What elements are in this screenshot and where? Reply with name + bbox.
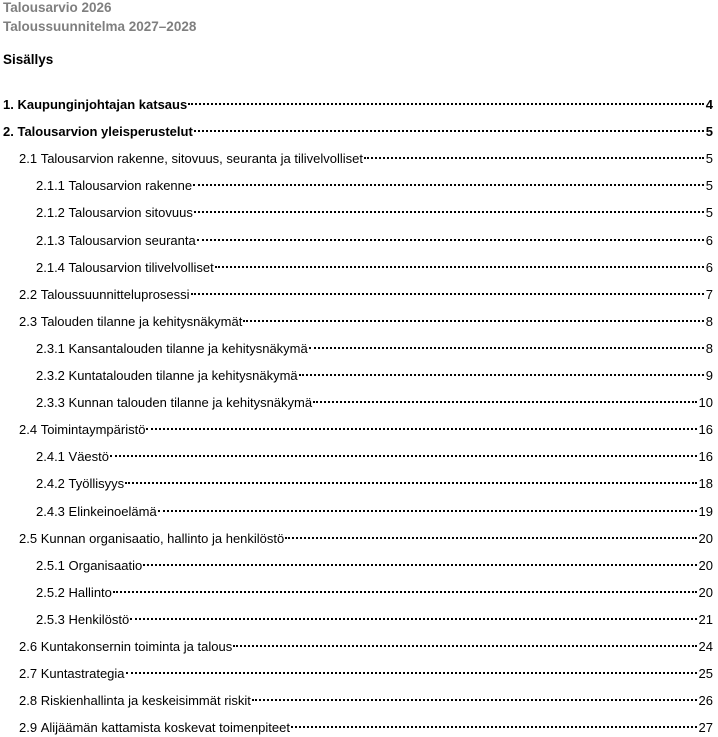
toc-entry-label: Väestö	[68, 449, 110, 464]
toc-entry-number: 2.3.2	[36, 368, 69, 383]
toc-entry-label: Kunnan organisaatio, hallinto ja henkilöstö	[40, 531, 285, 546]
toc-entry-label: Talousarvion rakenne, sitovuus, seuranta ja tilivelvolliset	[40, 151, 363, 166]
toc-entry[interactable]	[3, 118, 713, 139]
toc-dot-leader	[309, 335, 704, 353]
toc-dot-leader	[233, 633, 696, 651]
toc-dot-leader	[113, 579, 697, 597]
toc-entry-label: Toimintaympäristö	[40, 422, 146, 437]
toc-entry-label: Henkilöstö	[68, 612, 130, 627]
toc-entry-page-number: 20	[698, 585, 713, 600]
toc-entry-number: 2.5.1	[36, 558, 69, 573]
toc-entry-label: Kuntatalouden tilanne ja kehitysnäkymä	[68, 368, 298, 383]
toc-dot-leader	[193, 172, 704, 190]
toc-entry[interactable]	[3, 91, 713, 112]
document-title: Talousarvio 2026	[3, 0, 112, 15]
toc-entry-number: 2.1	[19, 151, 41, 166]
toc-entry-label: Alijäämän kattamista koskevat toimenpiteet	[40, 720, 290, 735]
toc-entry-page-number: 27	[698, 720, 713, 735]
toc-entry-page-number: 5	[705, 178, 713, 193]
toc-entry-number: 2.4	[19, 422, 41, 437]
toc-entry-label: Talousarvion rakenne	[68, 178, 193, 193]
toc-entry[interactable]	[36, 254, 713, 275]
toc-entry-page-number: 16	[698, 449, 713, 464]
toc-entry-label: Taloussuunnitteluprosessi	[40, 287, 190, 302]
toc-entry[interactable]	[19, 714, 713, 735]
toc-dot-leader	[364, 145, 704, 163]
toc-entry-label: Elinkeinoelämä	[68, 504, 157, 519]
toc-entry[interactable]	[36, 227, 713, 248]
toc-entry-page-number: 20	[698, 558, 713, 573]
toc-entry-label: Hallinto	[68, 585, 112, 600]
toc-dot-leader	[194, 199, 704, 217]
toc-dot-leader	[291, 714, 697, 732]
toc-entry-page-number: 6	[705, 260, 713, 275]
toc-entry[interactable]	[19, 416, 713, 437]
toc-entry-number: 2.1.3	[36, 233, 69, 248]
toc-entry[interactable]	[36, 443, 713, 464]
toc-entry-page-number: 19	[698, 504, 713, 519]
toc-dot-leader	[243, 308, 703, 326]
toc-entry[interactable]	[19, 633, 713, 654]
toc-entry-page-number: 16	[698, 422, 713, 437]
toc-entry[interactable]	[36, 498, 713, 519]
toc-dot-leader	[313, 389, 696, 407]
toc-entry-label: Kunnan talouden tilanne ja kehitysnäkymä	[68, 395, 313, 410]
toc-entry-label: Talouden tilanne ja kehitysnäkymät	[40, 314, 243, 329]
toc-entry-label: Kuntakonsernin toiminta ja talous	[40, 639, 233, 654]
toc-entry[interactable]	[36, 579, 713, 600]
toc-entry-label: Työllisyys	[68, 476, 125, 491]
toc-entry[interactable]	[36, 335, 713, 356]
toc-entry-page-number: 9	[705, 368, 713, 383]
toc-entry-label: Talousarvion yleisperustelut	[17, 124, 193, 139]
toc-entry[interactable]	[36, 172, 713, 193]
toc-dot-leader	[188, 91, 704, 109]
toc-dot-leader	[110, 443, 697, 461]
toc-dot-leader	[299, 362, 704, 380]
toc-entry-page-number: 8	[705, 341, 713, 356]
toc-entry-label: Talousarvion tilivelvolliset	[68, 260, 214, 275]
toc-dot-leader	[252, 687, 697, 705]
toc-entry[interactable]	[19, 281, 713, 302]
toc-entry-number: 2.7	[19, 666, 41, 681]
toc-entry-number: 2.4.2	[36, 476, 69, 491]
toc-dot-leader	[158, 498, 697, 516]
toc-entry-number: 2.8	[19, 693, 41, 708]
toc-dot-leader	[146, 416, 696, 434]
toc-entry-number: 2.4.1	[36, 449, 69, 464]
toc-entry-number: 2.3.3	[36, 395, 69, 410]
toc-entry-label: Talousarvion seuranta	[68, 233, 196, 248]
toc-entry-page-number: 5	[705, 124, 713, 139]
toc-entry-label: Riskienhallinta ja keskeisimmät riskit	[40, 693, 251, 708]
toc-dot-leader	[197, 227, 704, 245]
toc-entry-label: Talousarvion sitovuus	[68, 205, 193, 220]
toc-entry-page-number: 5	[705, 151, 713, 166]
toc-entry-label: Kaupunginjohtajan katsaus	[17, 97, 188, 112]
toc-entry-page-number: 7	[705, 287, 713, 302]
toc-entry-page-number: 26	[698, 693, 713, 708]
toc-dot-leader	[143, 552, 696, 570]
toc-entry[interactable]	[36, 470, 713, 491]
toc-entry-page-number: 18	[698, 476, 713, 491]
toc-dot-leader	[285, 525, 696, 543]
toc-entry[interactable]	[19, 525, 713, 546]
toc-entry-number: 1.	[3, 97, 18, 112]
toc-entry-page-number: 10	[698, 395, 713, 410]
toc-entry[interactable]	[36, 389, 713, 410]
toc-entry-label: Kuntastrategia	[40, 666, 125, 681]
toc-entry-number: 2.3.1	[36, 341, 69, 356]
toc-entry-number: 2.4.3	[36, 504, 69, 519]
toc-entry-label: Kansantalouden tilanne ja kehitysnäkymä	[68, 341, 308, 356]
toc-entry-page-number: 6	[705, 233, 713, 248]
toc-entry-number: 2.5.2	[36, 585, 69, 600]
toc-entry[interactable]	[36, 199, 713, 220]
toc-entry[interactable]	[36, 362, 713, 383]
toc-entry-number: 2.9	[19, 720, 41, 735]
toc-entry[interactable]	[19, 687, 713, 708]
toc-heading: Sisällys	[3, 52, 54, 67]
toc-dot-leader	[130, 606, 696, 624]
toc-entry-page-number: 21	[698, 612, 713, 627]
toc-dot-leader	[215, 254, 704, 272]
toc-entry-number: 2.	[3, 124, 18, 139]
toc-entry-page-number: 8	[705, 314, 713, 329]
toc-entry-number: 2.1.2	[36, 205, 69, 220]
toc-dot-leader	[125, 470, 696, 488]
toc-entry-number: 2.2	[19, 287, 41, 302]
toc-entry[interactable]	[36, 606, 713, 627]
toc-entry-page-number: 5	[705, 205, 713, 220]
toc-dot-leader	[194, 118, 704, 136]
toc-entry-number: 2.3	[19, 314, 41, 329]
toc-entry[interactable]	[36, 552, 713, 573]
toc-entry-label: Organisaatio	[68, 558, 143, 573]
toc-entry-page-number: 20	[698, 531, 713, 546]
toc-entry-number: 2.6	[19, 639, 41, 654]
toc-entry-page-number: 25	[698, 666, 713, 681]
document-subtitle: Taloussuunnitelma 2027–2028	[3, 19, 197, 34]
toc-entry-number: 2.1.4	[36, 260, 69, 275]
toc-entry-number: 2.5.3	[36, 612, 69, 627]
toc-entry-page-number: 4	[705, 97, 713, 112]
toc-entry[interactable]	[19, 145, 713, 166]
toc-entry-number: 2.5	[19, 531, 41, 546]
toc-dot-leader	[191, 281, 704, 299]
toc-dot-leader	[126, 660, 697, 678]
toc-entry-number: 2.1.1	[36, 178, 69, 193]
toc-entry[interactable]	[19, 660, 713, 681]
toc-entry-page-number: 24	[698, 639, 713, 654]
toc-entry[interactable]	[19, 308, 713, 329]
